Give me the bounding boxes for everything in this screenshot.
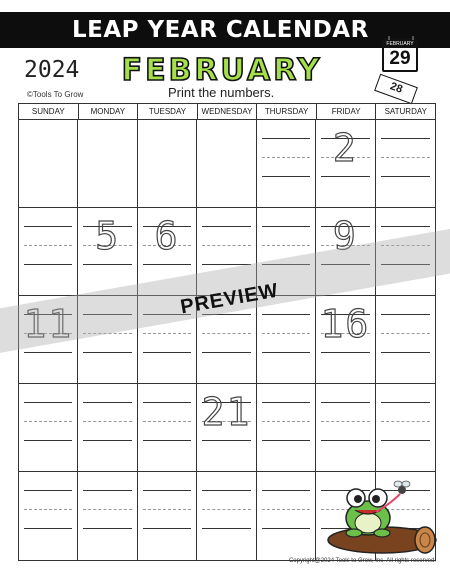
weekday-friday: FRIDAY xyxy=(317,104,377,119)
handwriting-guide-lines xyxy=(24,402,72,442)
brand-label: ©Tools To Grow xyxy=(27,90,84,99)
handwriting-guide-lines xyxy=(262,314,310,354)
handwriting-guide-lines xyxy=(202,314,250,354)
handwriting-guide-lines xyxy=(83,402,131,442)
calendar-icon-day: 29 xyxy=(389,48,411,69)
handwriting-guide-lines xyxy=(321,402,369,442)
day-cell xyxy=(19,384,78,472)
handwriting-guide-lines xyxy=(262,402,310,442)
day-cell xyxy=(257,472,316,560)
weekday-sunday: SUNDAY xyxy=(19,104,79,119)
day-cell xyxy=(78,120,137,208)
frog-on-log-illustration xyxy=(310,474,440,560)
handwriting-guide-lines xyxy=(381,314,430,354)
handwriting-guide-lines xyxy=(202,226,250,266)
traceable-number: 5 xyxy=(95,214,121,258)
traceable-number: 9 xyxy=(332,214,358,258)
preview-watermark: PREVIEW xyxy=(178,279,281,319)
calendar-page-icon: 28 xyxy=(374,74,418,105)
copyright-text: Copyright@2024 Tools to Grow, Inc. All rights reserved. xyxy=(288,558,436,564)
day-cell xyxy=(316,384,375,472)
weekday-header xyxy=(18,103,436,119)
day-cell xyxy=(138,120,197,208)
day-cell xyxy=(138,384,197,472)
day-cell xyxy=(376,384,435,472)
day-cell xyxy=(316,120,375,208)
day-cell xyxy=(19,208,78,296)
day-cell xyxy=(316,296,375,384)
year-label: 2024 xyxy=(24,57,80,83)
handwriting-guide-lines xyxy=(381,138,430,178)
handwriting-guide-lines xyxy=(24,226,72,266)
day-cell xyxy=(197,384,256,472)
handwriting-guide-lines xyxy=(143,490,191,530)
day-cell xyxy=(376,296,435,384)
day-cell xyxy=(19,120,78,208)
day-cell xyxy=(78,384,137,472)
handwriting-guide-lines xyxy=(202,490,250,530)
svg-text:FEBRUARY: FEBRUARY xyxy=(121,53,323,86)
handwriting-guide-lines xyxy=(24,490,72,530)
handwriting-guide-lines xyxy=(83,490,131,530)
day-cell xyxy=(138,472,197,560)
handwriting-guide-lines xyxy=(381,402,430,442)
weekday-thursday: THURSDAY xyxy=(257,104,317,119)
weekday-monday: MONDAY xyxy=(79,104,139,119)
traceable-number: 11 xyxy=(23,302,74,346)
month-title xyxy=(115,52,330,86)
weekday-tuesday: TUESDAY xyxy=(138,104,198,119)
traceable-number: 2 xyxy=(332,126,358,170)
day-cell xyxy=(257,296,316,384)
day-cell xyxy=(78,208,137,296)
day-cell xyxy=(78,472,137,560)
traceable-number: 21 xyxy=(201,390,252,434)
weekday-saturday: SATURDAY xyxy=(384,107,427,116)
handwriting-guide-lines xyxy=(143,402,191,442)
handwriting-guide-lines xyxy=(262,490,310,530)
calendar-icon-month: FEBRUARY xyxy=(384,40,416,48)
weekday-wednesday: WEDNESDAY xyxy=(198,104,258,119)
handwriting-guide-lines xyxy=(262,138,310,178)
instruction-text: Print the numbers. xyxy=(168,85,275,100)
day-cell xyxy=(197,120,256,208)
traceable-number: 16 xyxy=(320,302,371,346)
calendar-icon xyxy=(382,38,418,72)
day-cell xyxy=(257,120,316,208)
page-title: LEAP YEAR CALENDAR xyxy=(0,12,450,48)
day-cell xyxy=(19,472,78,560)
day-cell xyxy=(257,384,316,472)
day-cell xyxy=(376,120,435,208)
traceable-number: 6 xyxy=(154,214,180,258)
day-cell xyxy=(197,472,256,560)
